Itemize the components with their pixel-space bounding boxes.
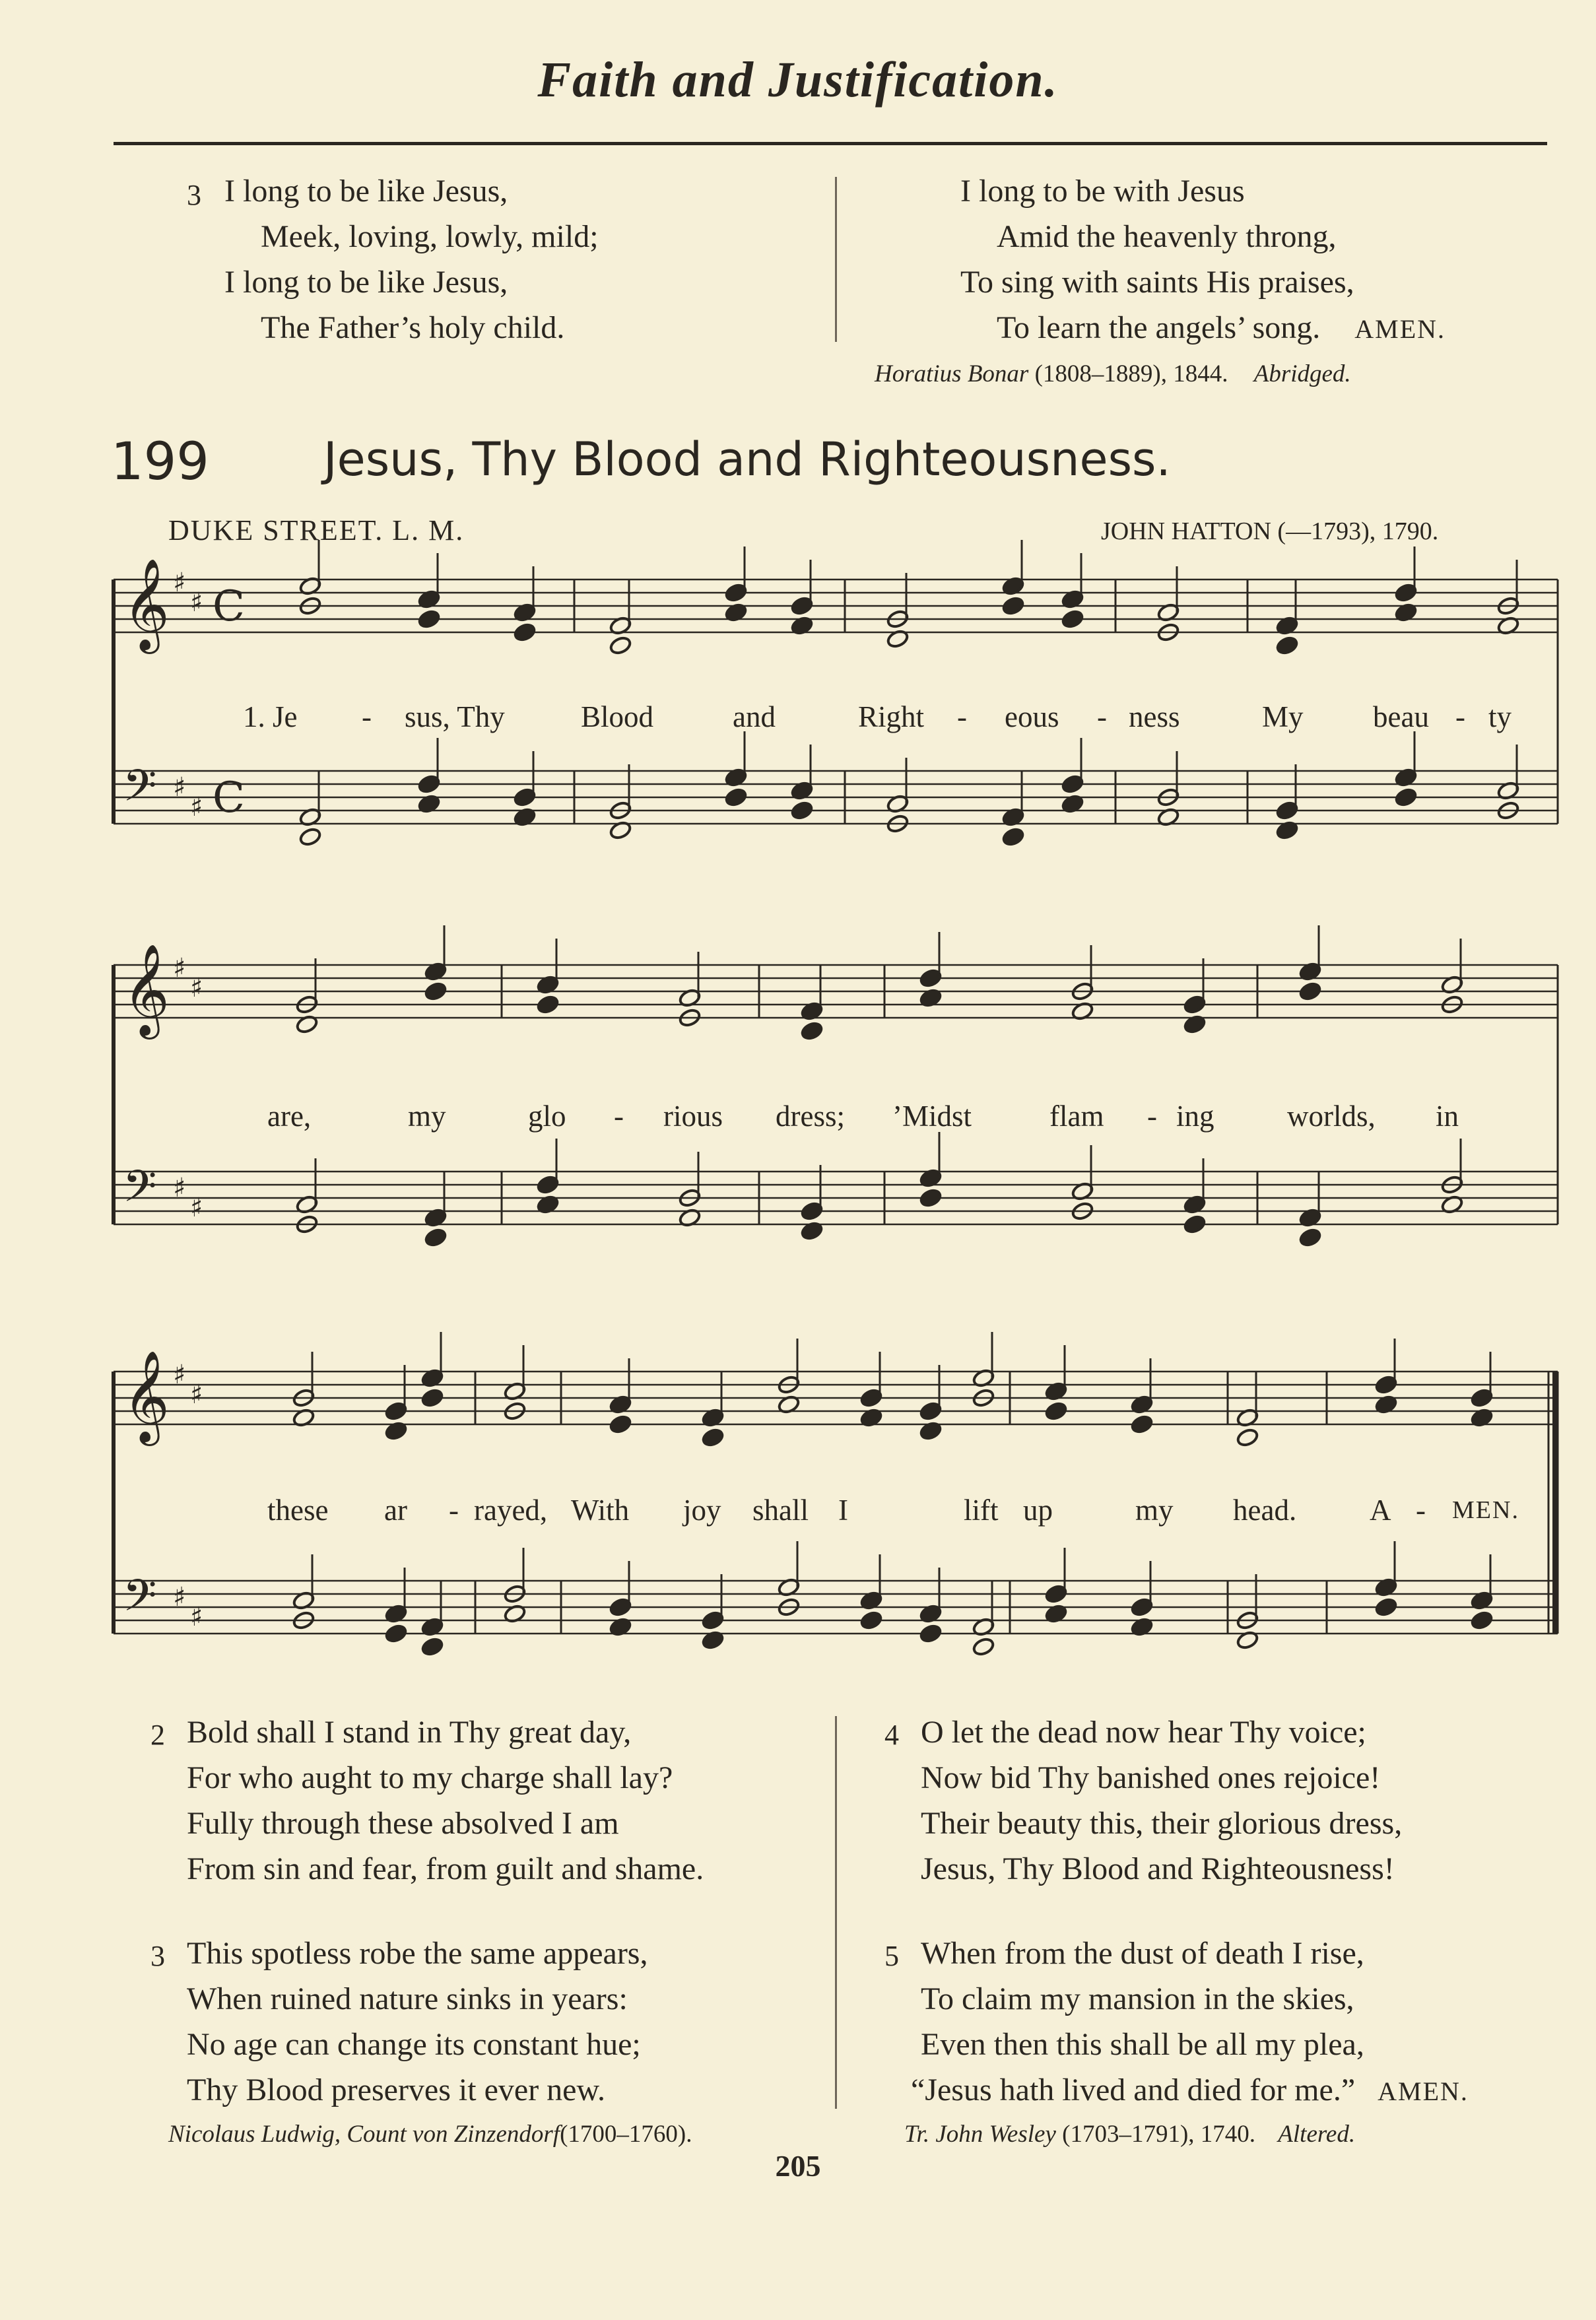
note-head xyxy=(1374,1597,1398,1618)
lyric-syllable: ness xyxy=(1129,700,1180,733)
lyric-syllable: beau xyxy=(1373,700,1429,733)
sharp-sign: ♯ xyxy=(190,973,203,1003)
poem-line: Their beauty this, their glorious dress, xyxy=(921,1806,1403,1841)
note-head xyxy=(1130,1414,1154,1435)
poem-line: The Father’s holy child. xyxy=(261,310,565,345)
note-head xyxy=(919,1188,943,1209)
treble-clef: 𝄞 xyxy=(123,944,170,1036)
hymn-number: 199 xyxy=(111,432,209,492)
lyric-syllable: With xyxy=(571,1494,630,1527)
poem-line: This spotless robe the same appears, xyxy=(187,1936,648,1971)
note-head xyxy=(298,827,322,847)
author-dates: (1700–1760). xyxy=(560,2121,692,2148)
sharp-sign: ♯ xyxy=(190,1193,203,1223)
note-head xyxy=(1470,1610,1494,1631)
note-head xyxy=(701,1428,725,1448)
note-head xyxy=(790,801,814,821)
treble-clef: 𝄞 xyxy=(123,558,170,650)
tune-name: DUKE STREET. L. M. xyxy=(168,514,465,547)
sharp-sign: ♯ xyxy=(190,792,203,822)
note-head xyxy=(384,1624,408,1644)
poem-line-text: “Jesus hath lived and died for me.” xyxy=(911,2072,1356,2107)
poem-line: Now bid Thy banished ones rejoice! xyxy=(921,1760,1381,1795)
note-head xyxy=(1183,1214,1207,1235)
lyric-syllable: - xyxy=(1455,700,1465,733)
verse-number: 3 xyxy=(150,1940,165,1972)
poem-line: To sing with saints His praises, xyxy=(960,265,1354,300)
lyric-syllable: - xyxy=(957,700,967,733)
translator-dates: (1703–1791), 1740. xyxy=(1062,2121,1256,2148)
lyric-syllable: A xyxy=(1370,1494,1391,1527)
amen: AMEN. xyxy=(1354,314,1446,344)
sharp-sign: ♯ xyxy=(173,568,186,598)
lyric-syllable: my xyxy=(1135,1494,1174,1527)
poem-line-text: To learn the angels’ song. xyxy=(997,310,1321,345)
sharp-sign: ♯ xyxy=(190,1379,203,1410)
note-head xyxy=(859,1610,883,1631)
lyric-syllable: ’Midst xyxy=(892,1100,972,1133)
bass-clef: 𝄢 xyxy=(123,1570,157,1632)
poem-line: Even then this shall be all my plea, xyxy=(921,2027,1364,2062)
note-head xyxy=(609,636,632,656)
poem-line: I long to be like Jesus, xyxy=(224,265,508,300)
note-head xyxy=(919,1624,943,1644)
lyric-syllable: ty xyxy=(1488,700,1512,733)
note-head xyxy=(424,1228,448,1248)
translator-name: Tr. John Wesley xyxy=(904,2121,1056,2148)
verse-number: 5 xyxy=(884,1940,899,1972)
lyric-syllable: My xyxy=(1262,700,1304,733)
note-head xyxy=(1298,981,1322,1002)
poem-line: No age can change its constant hue; xyxy=(187,2027,641,2062)
note-head xyxy=(972,1637,995,1657)
verse-5 xyxy=(884,1931,1469,2114)
note-head xyxy=(420,1388,444,1409)
verse-3 xyxy=(150,1931,648,2113)
page-header: Faith and Justification. xyxy=(537,52,1059,108)
lyric-syllable: head. xyxy=(1233,1494,1297,1527)
poem-line: Meek, loving, lowly, mild; xyxy=(261,219,599,254)
lyric-syllable: ing xyxy=(1176,1100,1214,1133)
verse-2 xyxy=(150,1709,704,1892)
note-head xyxy=(1001,596,1025,616)
sharp-sign: ♯ xyxy=(173,953,186,983)
verse-number: 4 xyxy=(884,1719,899,1751)
poem-line: For who aught to my charge shall lay? xyxy=(187,1760,673,1795)
note-head xyxy=(1275,636,1299,656)
note-head xyxy=(1044,1401,1068,1422)
credit-note: Abridged. xyxy=(1253,360,1351,387)
poem-line: Jesus, Thy Blood and Righteousness! xyxy=(921,1851,1395,1886)
note-head xyxy=(424,981,448,1002)
lyric-syllable: eous xyxy=(1005,700,1059,733)
lyric-syllable: Blood xyxy=(581,700,654,733)
poem-line: Thy Blood preserves it ever new. xyxy=(187,2072,606,2107)
note-head xyxy=(1001,827,1025,847)
lyric-syllable: shall xyxy=(752,1494,809,1527)
lyric-syllable: in xyxy=(1436,1100,1459,1133)
note-head xyxy=(1061,609,1084,630)
note-head xyxy=(1298,1228,1322,1248)
hymn-title: Jesus, Thy Blood and Righteousness. xyxy=(323,432,1171,486)
poem-line: Bold shall I stand in Thy great day, xyxy=(187,1715,632,1750)
lyric-syllable: - xyxy=(1416,1494,1426,1527)
lyric-syllable: are, xyxy=(267,1100,312,1133)
poem-line xyxy=(884,2067,1469,2114)
poem-line: I long to be with Jesus xyxy=(960,174,1245,209)
poem-line: From sin and fear, from guilt and shame. xyxy=(187,1851,704,1886)
credit-dates: (1808–1889), 1844. xyxy=(1034,360,1228,387)
lyric-syllable: sus, Thy xyxy=(405,700,505,733)
amen: AMEN. xyxy=(1378,2076,1469,2106)
credit-author: Horatius Bonar xyxy=(875,360,1029,387)
poem-line: When ruined nature sinks in years: xyxy=(187,1981,628,2016)
poem-line: To claim my mansion in the skies, xyxy=(921,1981,1354,2016)
poem-line: Fully through these absolved I am xyxy=(187,1806,619,1841)
note-head xyxy=(417,609,441,630)
page-number: 205 xyxy=(775,2149,821,2183)
hymn-credit-author xyxy=(168,2120,692,2148)
note-head xyxy=(420,1637,444,1657)
lyric-syllable: 1. Je xyxy=(243,700,298,733)
lyric-syllable: Right xyxy=(858,700,925,733)
bass-clef: 𝄢 xyxy=(123,1161,157,1222)
verse-number: 3 xyxy=(187,179,201,211)
lyric-syllable: rayed, xyxy=(474,1494,548,1527)
sharp-sign: ♯ xyxy=(190,1602,203,1632)
poem-line: Amid the heavenly throng, xyxy=(997,219,1337,254)
sharp-sign: ♯ xyxy=(173,1360,186,1390)
note-head xyxy=(609,1414,632,1435)
lyric-syllable: worlds, xyxy=(1287,1100,1376,1133)
bass-clef: 𝄢 xyxy=(123,760,157,822)
note-head xyxy=(800,1021,824,1042)
poem-line: O let the dead now hear Thy voice; xyxy=(921,1715,1366,1750)
poem-line: I long to be like Jesus, xyxy=(224,174,508,209)
lyric-syllable: dress; xyxy=(776,1100,845,1133)
lyric-syllable: - xyxy=(1147,1100,1157,1133)
lyric-syllable: lift xyxy=(964,1494,999,1527)
sharp-sign: ♯ xyxy=(173,772,186,803)
lyric-syllable: flam xyxy=(1049,1100,1104,1133)
lyric-syllable: my xyxy=(408,1100,446,1133)
sharp-sign: ♯ xyxy=(173,1582,186,1612)
lyric-syllable: rious xyxy=(663,1100,723,1133)
lyric-syllable: glo xyxy=(528,1100,566,1133)
lyric-syllable: these xyxy=(267,1494,329,1527)
author-name: Nicolaus Ludwig, Count von Zinzendorf xyxy=(168,2121,560,2148)
sharp-sign: ♯ xyxy=(190,587,203,618)
note-head xyxy=(513,622,537,643)
sharp-sign: ♯ xyxy=(173,1173,186,1203)
note-head xyxy=(1236,1428,1259,1448)
lyric-syllable: ar xyxy=(384,1494,407,1527)
verse-number: 2 xyxy=(150,1719,165,1751)
verse-4 xyxy=(884,1709,1402,1892)
lyric-syllable: joy xyxy=(683,1494,721,1527)
time-signature: C xyxy=(213,774,245,822)
lyric-syllable: I xyxy=(838,1494,848,1527)
lyric-syllable: up xyxy=(1023,1494,1053,1527)
credit-note: Altered. xyxy=(1278,2121,1356,2148)
lyric-syllable: - xyxy=(449,1494,459,1527)
hymn-credit-translator xyxy=(904,2120,1355,2148)
lyric-syllable: - xyxy=(362,700,372,733)
poem-line: When from the dust of death I rise, xyxy=(921,1936,1364,1971)
lyric-syllable: MEN. xyxy=(1452,1496,1519,1524)
lyric-syllable: - xyxy=(614,1100,624,1133)
treble-clef: 𝄞 xyxy=(123,1350,170,1442)
lyric-syllable: and xyxy=(733,700,776,733)
time-signature: C xyxy=(213,582,245,631)
column-divider xyxy=(835,1716,837,2109)
note-head xyxy=(724,787,748,808)
note-head xyxy=(536,995,560,1015)
lyric-syllable: - xyxy=(1097,700,1107,733)
composer-credit: JOHN HATTON (—1793), 1790. xyxy=(1101,517,1439,545)
note-head xyxy=(1394,787,1418,808)
